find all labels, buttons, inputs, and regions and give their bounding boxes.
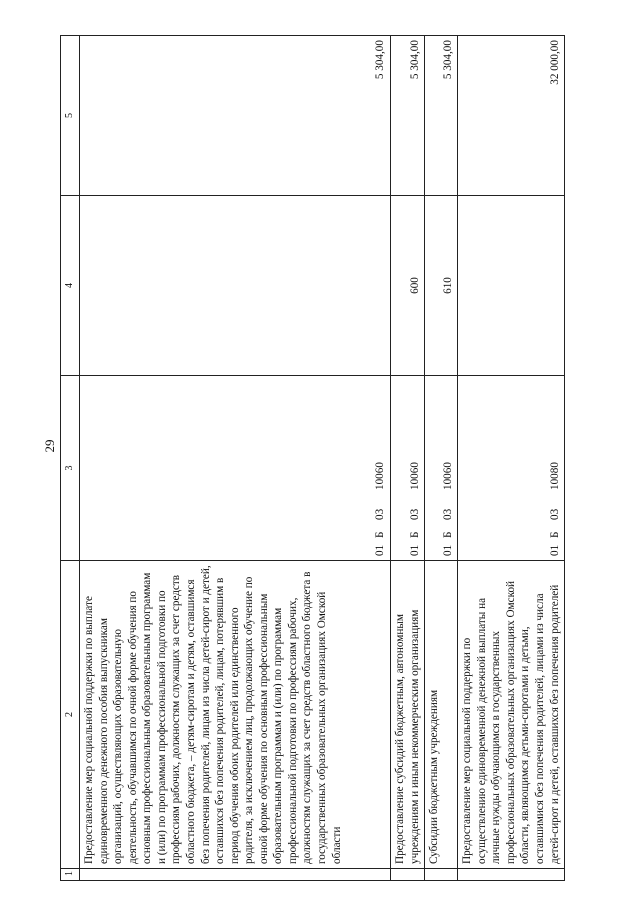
amount-cell: 5 304,00 [391, 36, 425, 196]
code-subprogram: Б [374, 531, 387, 538]
code-event: 03 [408, 508, 421, 520]
expense-name-cell: Предоставление мер социальной поддержки по выплате единовременного денежного пособия выпускникам организаций, осуществляющих образовательную деятельность, обучавшимся по очной форме обучения по основным профессиональным образовательным программам и (или) по программам профессиональной подготовки по профессиям рабочих, должностям служащих за счет средств областного бюджета, – детям-сиротам и детям, оставшимся без попечения родителей, лицам из числа детей-сирот и детей, оставшихся без попечения родителей, лицам, потерявшим в период обучения обоих родителей или единственного родителя, за исключением лиц, продолжающих обучение по очной форме обучения по основным профессиональным образовательным программам и (или) по программам профессиональной подготовки по профессиям рабочих, должностям служащих за счет средств областного бюджета в государственных образовательных организациях Омской области [80, 561, 391, 869]
classification-code-cell [425, 376, 458, 561]
code-subprogram: Б [548, 531, 561, 538]
column-number: 1 [61, 869, 80, 881]
code-direction: 10060 [441, 462, 454, 490]
code-subprogram: Б [408, 531, 421, 538]
code-event: 03 [441, 508, 454, 520]
expense-type-cell [80, 196, 391, 376]
budget-table-sheet [60, 36, 561, 881]
code-program: 01 [408, 544, 421, 556]
page-number: 29 [42, 439, 57, 453]
amount-cell: 32 000,00 [458, 36, 565, 196]
code-program: 01 [374, 544, 387, 556]
table-row [391, 36, 425, 881]
expense-type-cell [458, 196, 565, 376]
column-number: 2 [61, 561, 80, 869]
expense-name-cell: Субсидии бюджетным учреждениям [425, 561, 458, 869]
classification-code-cell [391, 376, 425, 561]
code-event: 03 [374, 508, 387, 520]
expense-type-cell: 610 [425, 196, 458, 376]
table-row [458, 36, 565, 881]
code-program: 01 [441, 544, 454, 556]
code-subprogram: Б [441, 531, 454, 538]
table-row [425, 36, 458, 881]
row-spacer-cell [458, 869, 565, 881]
row-spacer-cell [80, 869, 391, 881]
expense-name-cell: Предоставление субсидий бюджетным, автономным учреждениям и иным некоммерческим организациям [391, 561, 425, 869]
classification-code-cell [80, 376, 391, 561]
column-number-row [61, 36, 80, 881]
expense-name-cell: Предоставление мер социальной поддержки по осуществлению единовременной денежной выплаты на личные нужды обучающимся в государственных профессиональных образовательных организациях Омской области, являющимся детьми-сиротами и детьми, оставшимися без попечения родителей, лицами из числа детей-сирот и детей, оставшихся без попечения родителей [458, 561, 565, 869]
expense-type-cell: 600 [391, 196, 425, 376]
amount-cell: 5 304,00 [80, 36, 391, 196]
row-spacer-cell [391, 869, 425, 881]
amount-cell: 5 304,00 [425, 36, 458, 196]
column-number: 4 [61, 196, 80, 376]
code-direction: 10060 [374, 462, 387, 490]
code-event: 03 [548, 508, 561, 520]
code-program: 01 [548, 544, 561, 556]
classification-code-cell [458, 376, 565, 561]
table-row [80, 36, 391, 881]
row-spacer-cell [425, 869, 458, 881]
code-direction: 10080 [548, 462, 561, 490]
column-number: 3 [61, 376, 80, 561]
code-direction: 10060 [408, 462, 421, 490]
budget-table [60, 35, 565, 881]
column-number: 5 [61, 36, 80, 196]
